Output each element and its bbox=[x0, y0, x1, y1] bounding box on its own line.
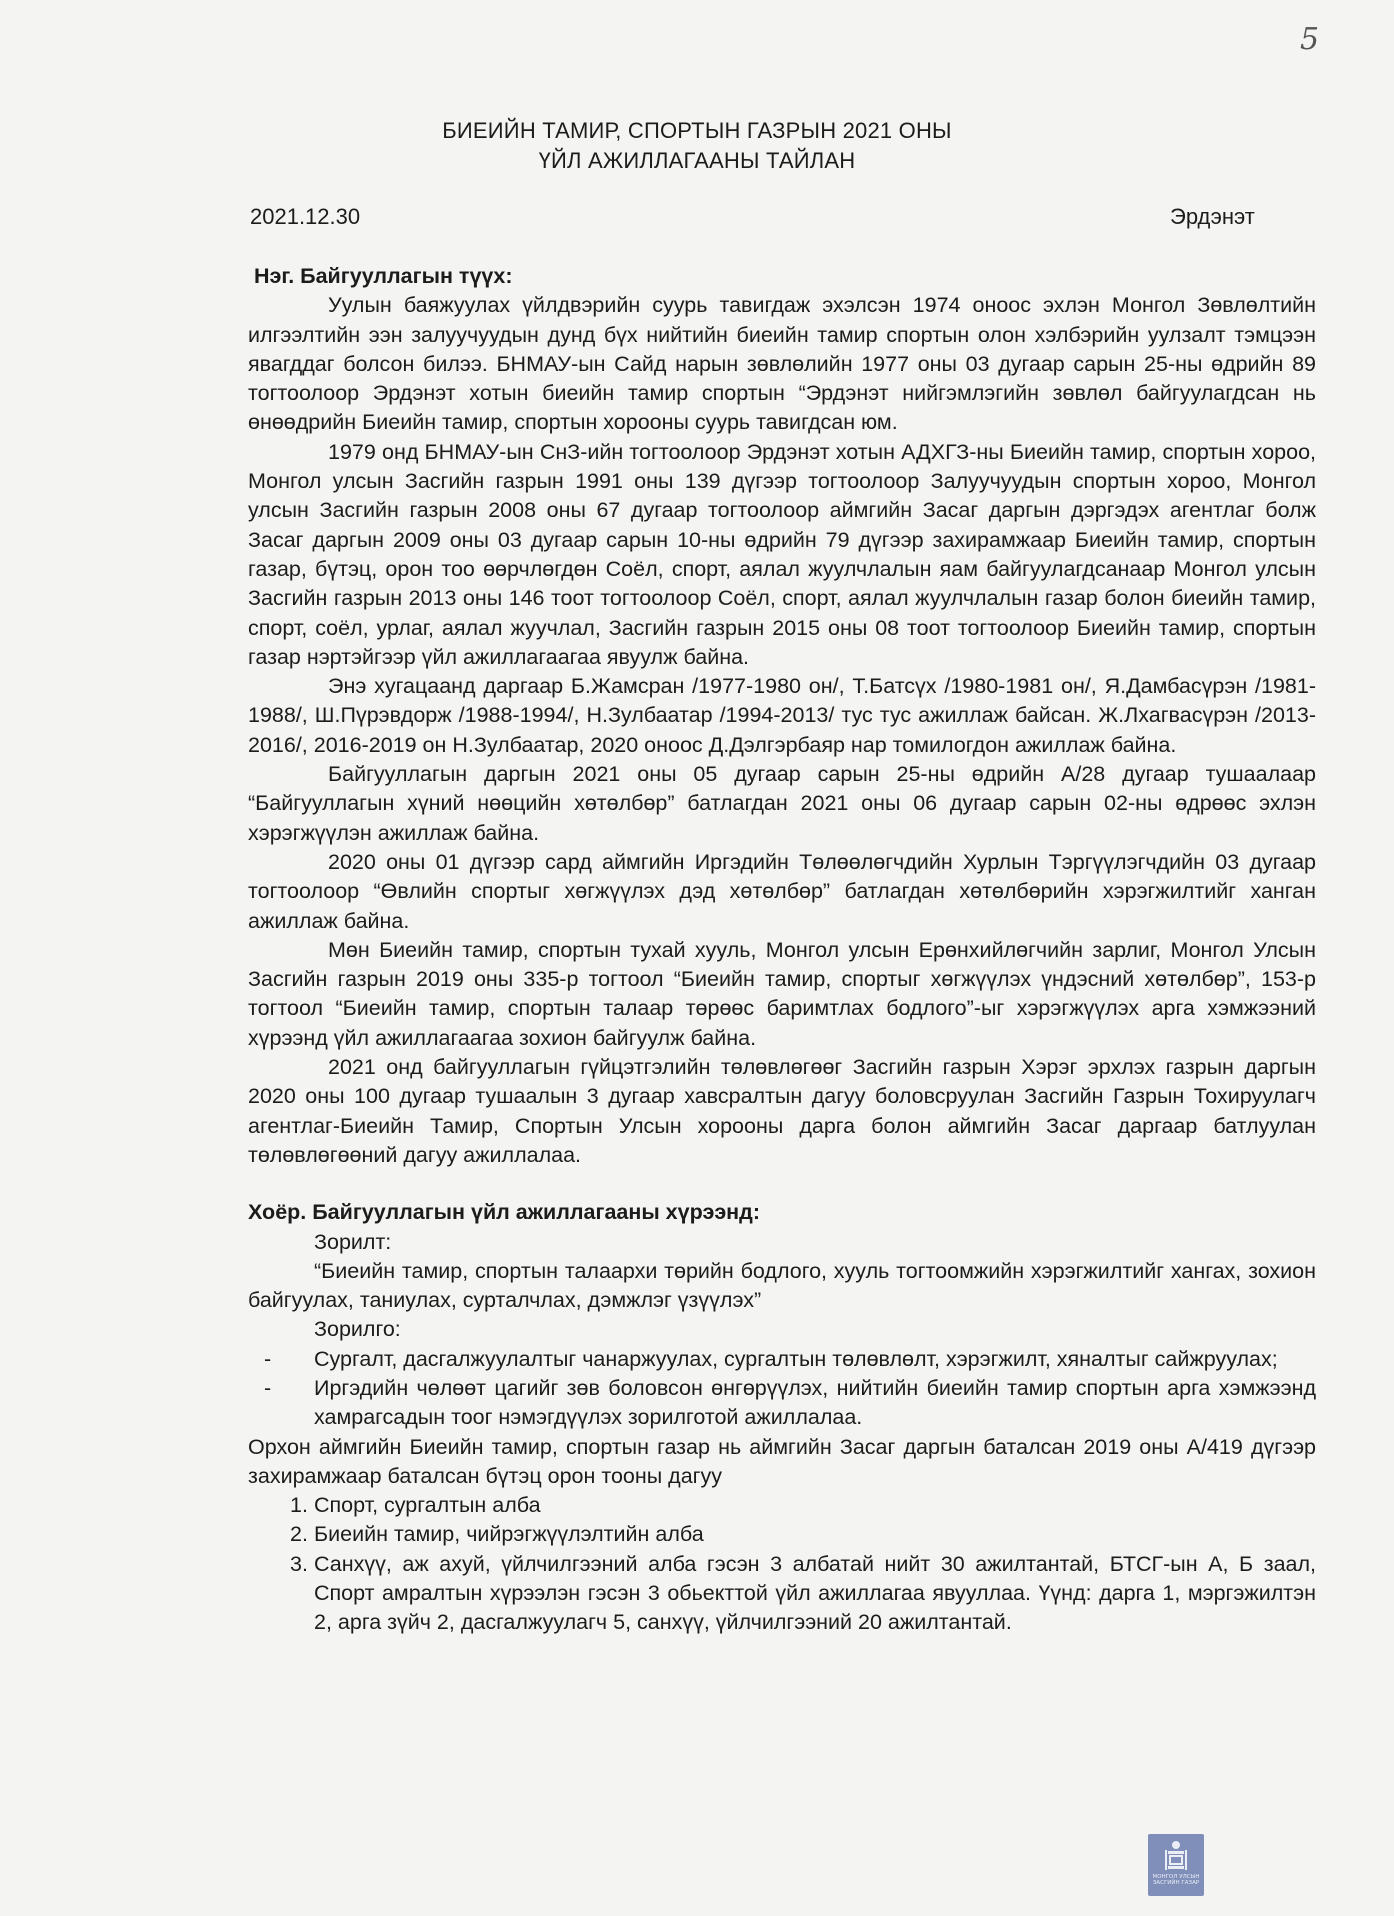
unit-item bbox=[290, 1550, 1316, 1638]
document-title bbox=[0, 116, 1394, 176]
document-place: Эрдэнэт bbox=[1170, 204, 1255, 229]
section-1-paragraph: Энэ хугацаанд даргаар Б.Жамсран /1977-1980 он/, Т.Батсүх /1980-1981 он/, Я.Дамбасүрэн /1981-1988/, Ш.Пүрэвдорж /1988-1994/, Н.Зулбаатар /1994-2013/ тус тус ажиллаж байсан. Ж.Лхагвасүрэн /2013-2016/, 2016-2019 он Н.Зулбаатар, 2020 оноос Д.Дэлгэрбаяр нар томилогдон ажиллаж байна. bbox=[248, 674, 1316, 757]
government-emblem-stamp bbox=[1148, 1834, 1204, 1896]
objective-text: Иргэдийн чөлөөт цагийг зөв боловсон өнгөрүүлэх, нийтийн биеийн тамир спортын арга хэмжээнд хамрагсадын тоог нэмэгдүүлэх зорилготой ажиллалаа. bbox=[314, 1375, 1316, 1430]
unit-text: Санхүү, аж ахуй, үйлчилгээний алба гэсэн 3 албатай нийт 30 ажилтантай, БТСГ-ын А, Б заал, Спорт амралтын хүрээлэн гэсэн 3 обьекттой үйл ажиллагаа явууллаа. Үүнд: дарга 1, мэргэжилтэн 2, арга зүйч 2, дасгалжуулагч 5, санхүү, үйлчилгээний 20 ажилтантай. bbox=[314, 1551, 1316, 1635]
unit-number: 2. bbox=[290, 1522, 308, 1547]
structure-intro: Орхон аймгийн Биеийн тамир, спортын газар нь аймгийн Засаг даргын баталсан 2019 оны А/419 дүгээр захирамжаар баталсан бүтэц орон тооны дагуу bbox=[248, 1434, 1316, 1488]
document-date: 2021.12.30 bbox=[250, 204, 361, 229]
section-1-paragraph: 1979 онд БНМАУ-ын СнЗ-ийн тогтоолоор Эрдэнэт хотын АДХГЗ-ны Биеийн тамир, спортын хороо, Монгол улсын Засгийн газрын 1991 оны 139 дүгээр тогтоолоор Залуучуудын спортын хороо, Монгол улсын Засгийн газрын 2008 оны 67 дугаар тогтоолоор аймгийн Засаг даргын дэргэдэх агентлаг болж Засаг даргын 2009 оны 03 дугаар сарын 10-ны өдрийн 79 дүгээр захирамжаар Биеийн тамир, спортын газар, бүтэц, орон тоо өөрчлөгдөн Соёл, спорт, аялал жуулчлалын яам байгуулагдсанаар Монгол улсын Засгийн газрын 2013 оны 146 тоот тогтоолоор Соёл, спорт, аялал жуулчлалын газар болон биеийн тамир, спорт, соёл, урлаг, аялал жуучлал, Засгийн газрын 2015 оны 08 тоот тогтоолоор Биеийн тамир, спортын газар нэртэйгээр үйл ажиллагаагаа явуулж байна. bbox=[248, 439, 1316, 669]
unit-item bbox=[290, 1520, 1316, 1549]
title-line-1: БИЕИЙН ТАМИР, СПОРТЫН ГАЗРЫН 2021 ОНЫ bbox=[442, 118, 952, 143]
objectives-label: Зорилго: bbox=[314, 1317, 401, 1342]
title-line-2: ҮЙЛ АЖИЛЛАГААНЫ ТАЙЛАН bbox=[538, 148, 856, 173]
section-1-paragraph: Мөн Биеийн тамир, спортын тухай хууль, Монгол улсын Ерөнхийлөгчийн зарлиг, Монгол Улсын Засгийн газрын 2019 оны 335-р тогтоол “Биеийн тамир, спортыг хөгжүүлэх үндэсний хөтөлбөр”, 153-р тогтоол “Биеийн тамир, спортын талаар төрөөс баримтлах бодлого”-ыг хэрэгжүүлэх арга хэмжээний хүрээнд үйл ажиллагаагаа зохион байгуулж байна. bbox=[248, 937, 1316, 1050]
document-body bbox=[248, 262, 1316, 1638]
section-1-paragraph: Уулын баяжуулах үйлдвэрийн суурь тавигдаж эхэлсэн 1974 оноос эхлэн Монгол Зөвлөлтийн илгээлтийн ээн залуучуудын дунд бүх нийтийн биеийн тамир спортын олон хэлбэрийн уулзалт тэмцээн явагддаг болсон билээ. БНМАУ-ын Сайд нарын зөвлөлийн 1977 оны 03 дугаар сарын 25-ны өдрийн 89 тогтоолоор Эрдэнэт хотын биеийн тамир спортын “Эрдэнэт нийгэмлэгийн зөвлөл байгуулагдсан нь өнөөдрийн Биеийн тамир, спортын хорооны суурь тавигдсан юм. bbox=[248, 293, 1316, 435]
list-dash: - bbox=[264, 1346, 272, 1371]
section-1-paragraph: 2020 оны 01 дүгээр сард аймгийн Иргэдийн Төлөөлөгчдийн Хурлын Тэргүүлэгчдийн 03 дугаар тогтоолоор “Өвлийн спортыг хөгжүүлэх дэд хөтөлбөр” батлагдан хөтөлбөрийн хэрэгжилтийг ханган ажиллаж байна. bbox=[248, 849, 1316, 933]
objective-text: Сургалт, дасгалжуулалтыг чанаржуулах, сургалтын төлөвлөлт, хэрэгжилт, хяналтыг сайжруулах; bbox=[314, 1346, 1278, 1371]
section-1-paragraph: Байгууллагын даргын 2021 оны 05 дугаар сарын 25-ны өдрийн А/28 дугаар тушаалаар “Байгууллагын хүний нөөцийн хөтөлбөр” батлагдан 2021 оны 06 дугаар сарын 02-ны өдрөөс эхлэн хэрэгжүүлэн ажиллаж байна. bbox=[248, 762, 1316, 845]
unit-text: Спорт, сургалтын алба bbox=[314, 1493, 541, 1518]
list-dash: - bbox=[264, 1375, 272, 1400]
stamp-text bbox=[1152, 1874, 1199, 1886]
section-1-paragraph: 2021 онд байгууллагын гүйцэтгэлийн төлөвлөгөөг Засгийн газрын Хэрэг эрхлэх газрын даргын 2020 оны 100 дугаар тушаалын 3 дугаар хавсралтын дагуу боловсруулан Засгийн Газрын Тохируулагч агентлаг-Биеийн Тамир, Спортын Улсын хорооны дарга болон аймгийн Засаг даргаар батлуулан төлөвлөгөөний дагуу ажиллалаа. bbox=[248, 1055, 1316, 1167]
soyombo-emblem-icon bbox=[1161, 1838, 1191, 1872]
stamp-line-1: МОНГОЛ УЛСЫН bbox=[1152, 1874, 1200, 1880]
stamp-line-2: ЗАСГИЙН ГАЗАР bbox=[1152, 1880, 1200, 1886]
unit-text: Биеийн тамир, чийрэгжүүлэлтийн алба bbox=[314, 1522, 704, 1547]
section-1-heading: Нэг. Байгууллагын түүх: bbox=[254, 264, 513, 288]
unit-item bbox=[290, 1491, 1316, 1520]
section-spacer bbox=[248, 1170, 1316, 1198]
goal-label: Зорилт: bbox=[314, 1229, 392, 1254]
unit-number: 1. bbox=[290, 1493, 308, 1518]
handwritten-page-number: 5 bbox=[1300, 22, 1320, 57]
section-2-heading: Хоёр. Байгууллагын үйл ажиллагааны хүрээнд: bbox=[248, 1200, 760, 1225]
goal-text: “Биеийн тамир, спортын талаархи төрийн бодлого, хууль тогтоомжийн хэрэгжилтийг хангах, зохион байгуулах, таниулах, сурталчлах, дэмжлэг үзүүлэх” bbox=[248, 1258, 1316, 1313]
unit-number: 3. bbox=[290, 1551, 308, 1576]
objective-item bbox=[248, 1374, 1316, 1433]
objective-item bbox=[248, 1345, 1316, 1374]
units-list bbox=[248, 1491, 1316, 1637]
